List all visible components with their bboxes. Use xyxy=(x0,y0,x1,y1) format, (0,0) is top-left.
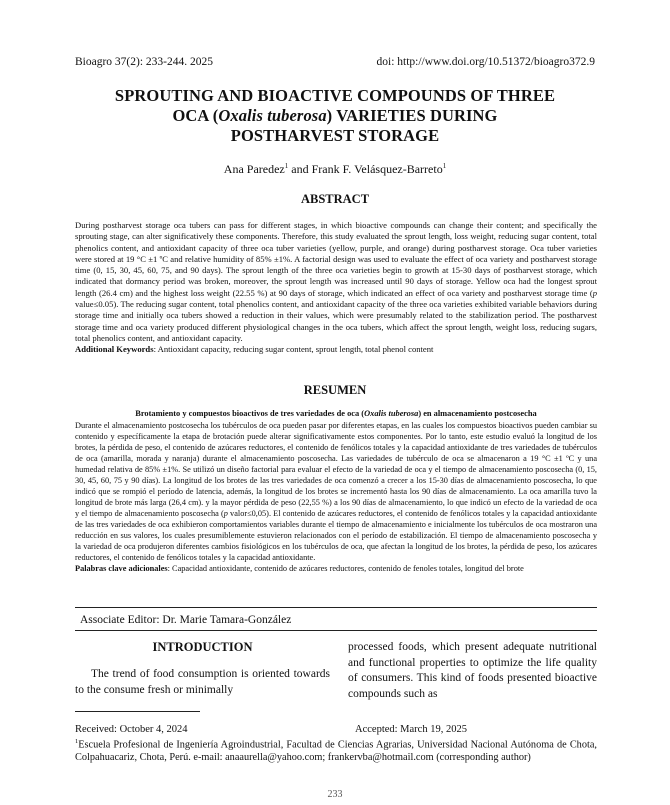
associate-editor: Associate Editor: Dr. Marie Tamara-González xyxy=(80,614,292,626)
received-date: Received: October 4, 2024 xyxy=(75,724,188,735)
abstract-heading: ABSTRACT xyxy=(300,192,370,206)
abstract-keywords-label: Additional Keywords xyxy=(75,344,154,355)
title-line-1: SPROUTING AND BIOACTIVE COMPOUNDS OF THREE xyxy=(114,86,556,105)
author-list: Ana Paredez$^1$ and Frank F. Velásquez-Barreto$^1$ xyxy=(223,162,447,176)
author-2: Frank F. Velásquez-Barreto xyxy=(311,162,443,176)
right-column-text: processed foods, which present adequate nutritional and functional properties to optimize the life quality of consumers. This kind of foods presented bioactive compounds such as xyxy=(348,641,597,700)
species-name: Oxalis tuberosa xyxy=(218,106,327,125)
divider xyxy=(75,630,597,631)
abstract-text: During postharvest storage oca tubers can pass for different stages, in which bioactive compounds can change their content; and specifically the sprouting stage, can alter significatively these components. Therefore, this study evaluated the sprout length, loss weight, reducing sugar content, total phenolics content, and antioxidant capacity of three oca tuber varieties (yellow, purple, and orange) during postharvest storage. Oca tuber varieties were stored at 19 °C ±1 ºC and relative humidity of 85% ±1%. A factorial design was used to evaluate the effect of oca variety and postharvest storage time (0, 15, 30, 45, 60, 75, and 90 days). The sprout length of the three oca varieties begin to growth at 15-30 days of postharvest storage, which indicated that dormancy period was broken, moreover, the sprout length was increased until 90 days of storage. Yellow oca had the longest sprout length (26.4 cm) and the highest loss weight (22.55 %) at 90 days of storage, which indicated an effect of oca variety and postharvest storage time (p value≤0.05). The reducing sugar content, total phenolics content, and antioxidant capacity of the three oca varieties exhibited variable behaviors during storage time and initially oca tubers showed a reduction in their values, which were presumably related to the stabilization period. The postharvest storage time and oca variety produced different physiological changes in the oca tubers, which affect the sprout length, weight loss, reducing sugars, total phenolics content, and antioxidant capacity. Additional Keywords: Antioxidant capacity, reducing sugar content, sprout length, total phenol content xyxy=(75,220,597,355)
resumen-subtitle: Brotamiento y compuestos bioactivos de tres variedades de oca (Oxalis tuberosa) en almacenamiento postcosecha xyxy=(135,409,537,418)
title-line-3: POSTHARVEST STORAGE xyxy=(230,126,440,145)
doi-link[interactable]: doi: http://www.doi.org/10.51372/bioagro372.9 xyxy=(376,56,595,68)
page-number: 233 xyxy=(327,789,343,800)
title-line-2: OCA (Oxalis tuberosa) VARIETIES DURING xyxy=(172,106,498,125)
resumen-keywords: : Capacidad antioxidante, contenido de azúcares reductores, contenido de fenoles totales, longitud del brote xyxy=(167,564,524,573)
resumen-text: Durante el almacenamiento postcosecha los tubérculos de oca pueden pasar por diferentes etapas, en las cuales los compuestos bioactivos pueden cambiar su contenido y específicamente la etapa de brotación puede alterar significativamente estos componentes. Por lo tanto, este estudio evaluó la longitud de los brotes, la pérdida de peso, el contenido de azúcares reductores, el contenido de fenólicos totales y la capacidad antioxidante de tres variedades de tubérculos de oca (amarilla, morada y naranja) durante el almacenamiento poscosecha. Las variedades de tubérculo de oca se almacenaron a 19 °C ±1 ºC y una humedad relativa de 85% ±1%. Se utilizó un diseño factorial para evaluar el efecto de la variedad de oca y el tiempo de almacenamiento poscosecha (0, 15, 30, 45, 60, 75 y 90 días). La longitud de los brotes de las tres variedades de oca comenzó a crecer a los 15-30 días de almacenamiento poscosecha, lo que indicó que se rompió el período de latencia, además, la longitud de los brotes se incrementó hasta los 90 días de almacenamiento. La oca amarilla tuvo la longitud de brote más larga (26,4 cm). y la mayor pérdida de peso (22,55 %) a los 90 días de almacenamiento, lo que indicó un efecto de la variedad de oca y el tiempo de almacenamiento poscosecha (p valor≤0,05). El contenido de azúcares reductores, el contenido de fenólicos totales y la capacidad antioxidante de las tres variedades de oca exhibieron comportamientos variables durante el tiempo de almacenamiento e inicialmente los tubérculos de oca mostraron una reducción en sus valores, los cuales presumiblemente estuvieron relacionados con el período de estabilización. El tiempo de almacenamiento poscosecha y la variedad de oca produjeron diferentes cambios fisiológicos en los tubérculos de oca, que afectan la longitud de los brotes, la pérdida de peso, los azúcares reductores, el contenido de fenólicos totales y la capacidad antioxidante. Palabras clave adicionales: Capacidad antioxidante, contenido de azúcares reductores, contenido de fenoles totales, longitud del brote xyxy=(75,421,597,573)
divider xyxy=(75,607,597,608)
accepted-date: Accepted: March 19, 2025 xyxy=(355,724,467,735)
paper-title xyxy=(75,86,595,146)
resumen-heading: RESUMEN xyxy=(303,383,367,397)
resumen-keywords-label: Palabras clave adicionales xyxy=(75,564,168,573)
author-1: Ana Paredez xyxy=(223,162,285,176)
journal-citation: Bioagro 37(2): 233-244. 2025 xyxy=(75,56,213,68)
footnote-rule xyxy=(75,711,200,712)
author-affiliation: $^1$Escuela Profesional de Ingeniería Agroindustrial, Facultad de Ciencias Agrarias, Universidad Nacional Autónoma de Chota, Colpahuacariz, Chota, Perú. e-mail: anaaurella@yahoo.com; frankervba@hotmail.com (corresponding author) xyxy=(75,738,597,764)
introduction-text: The trend of food consumption is oriented towards to the consume fresh or minimally xyxy=(75,668,330,696)
abstract-keywords: : Antioxidant capacity, reducing sugar content, sprout length, total phenol content xyxy=(153,344,434,355)
left-column xyxy=(75,640,330,698)
introduction-heading: INTRODUCTION xyxy=(152,640,253,654)
